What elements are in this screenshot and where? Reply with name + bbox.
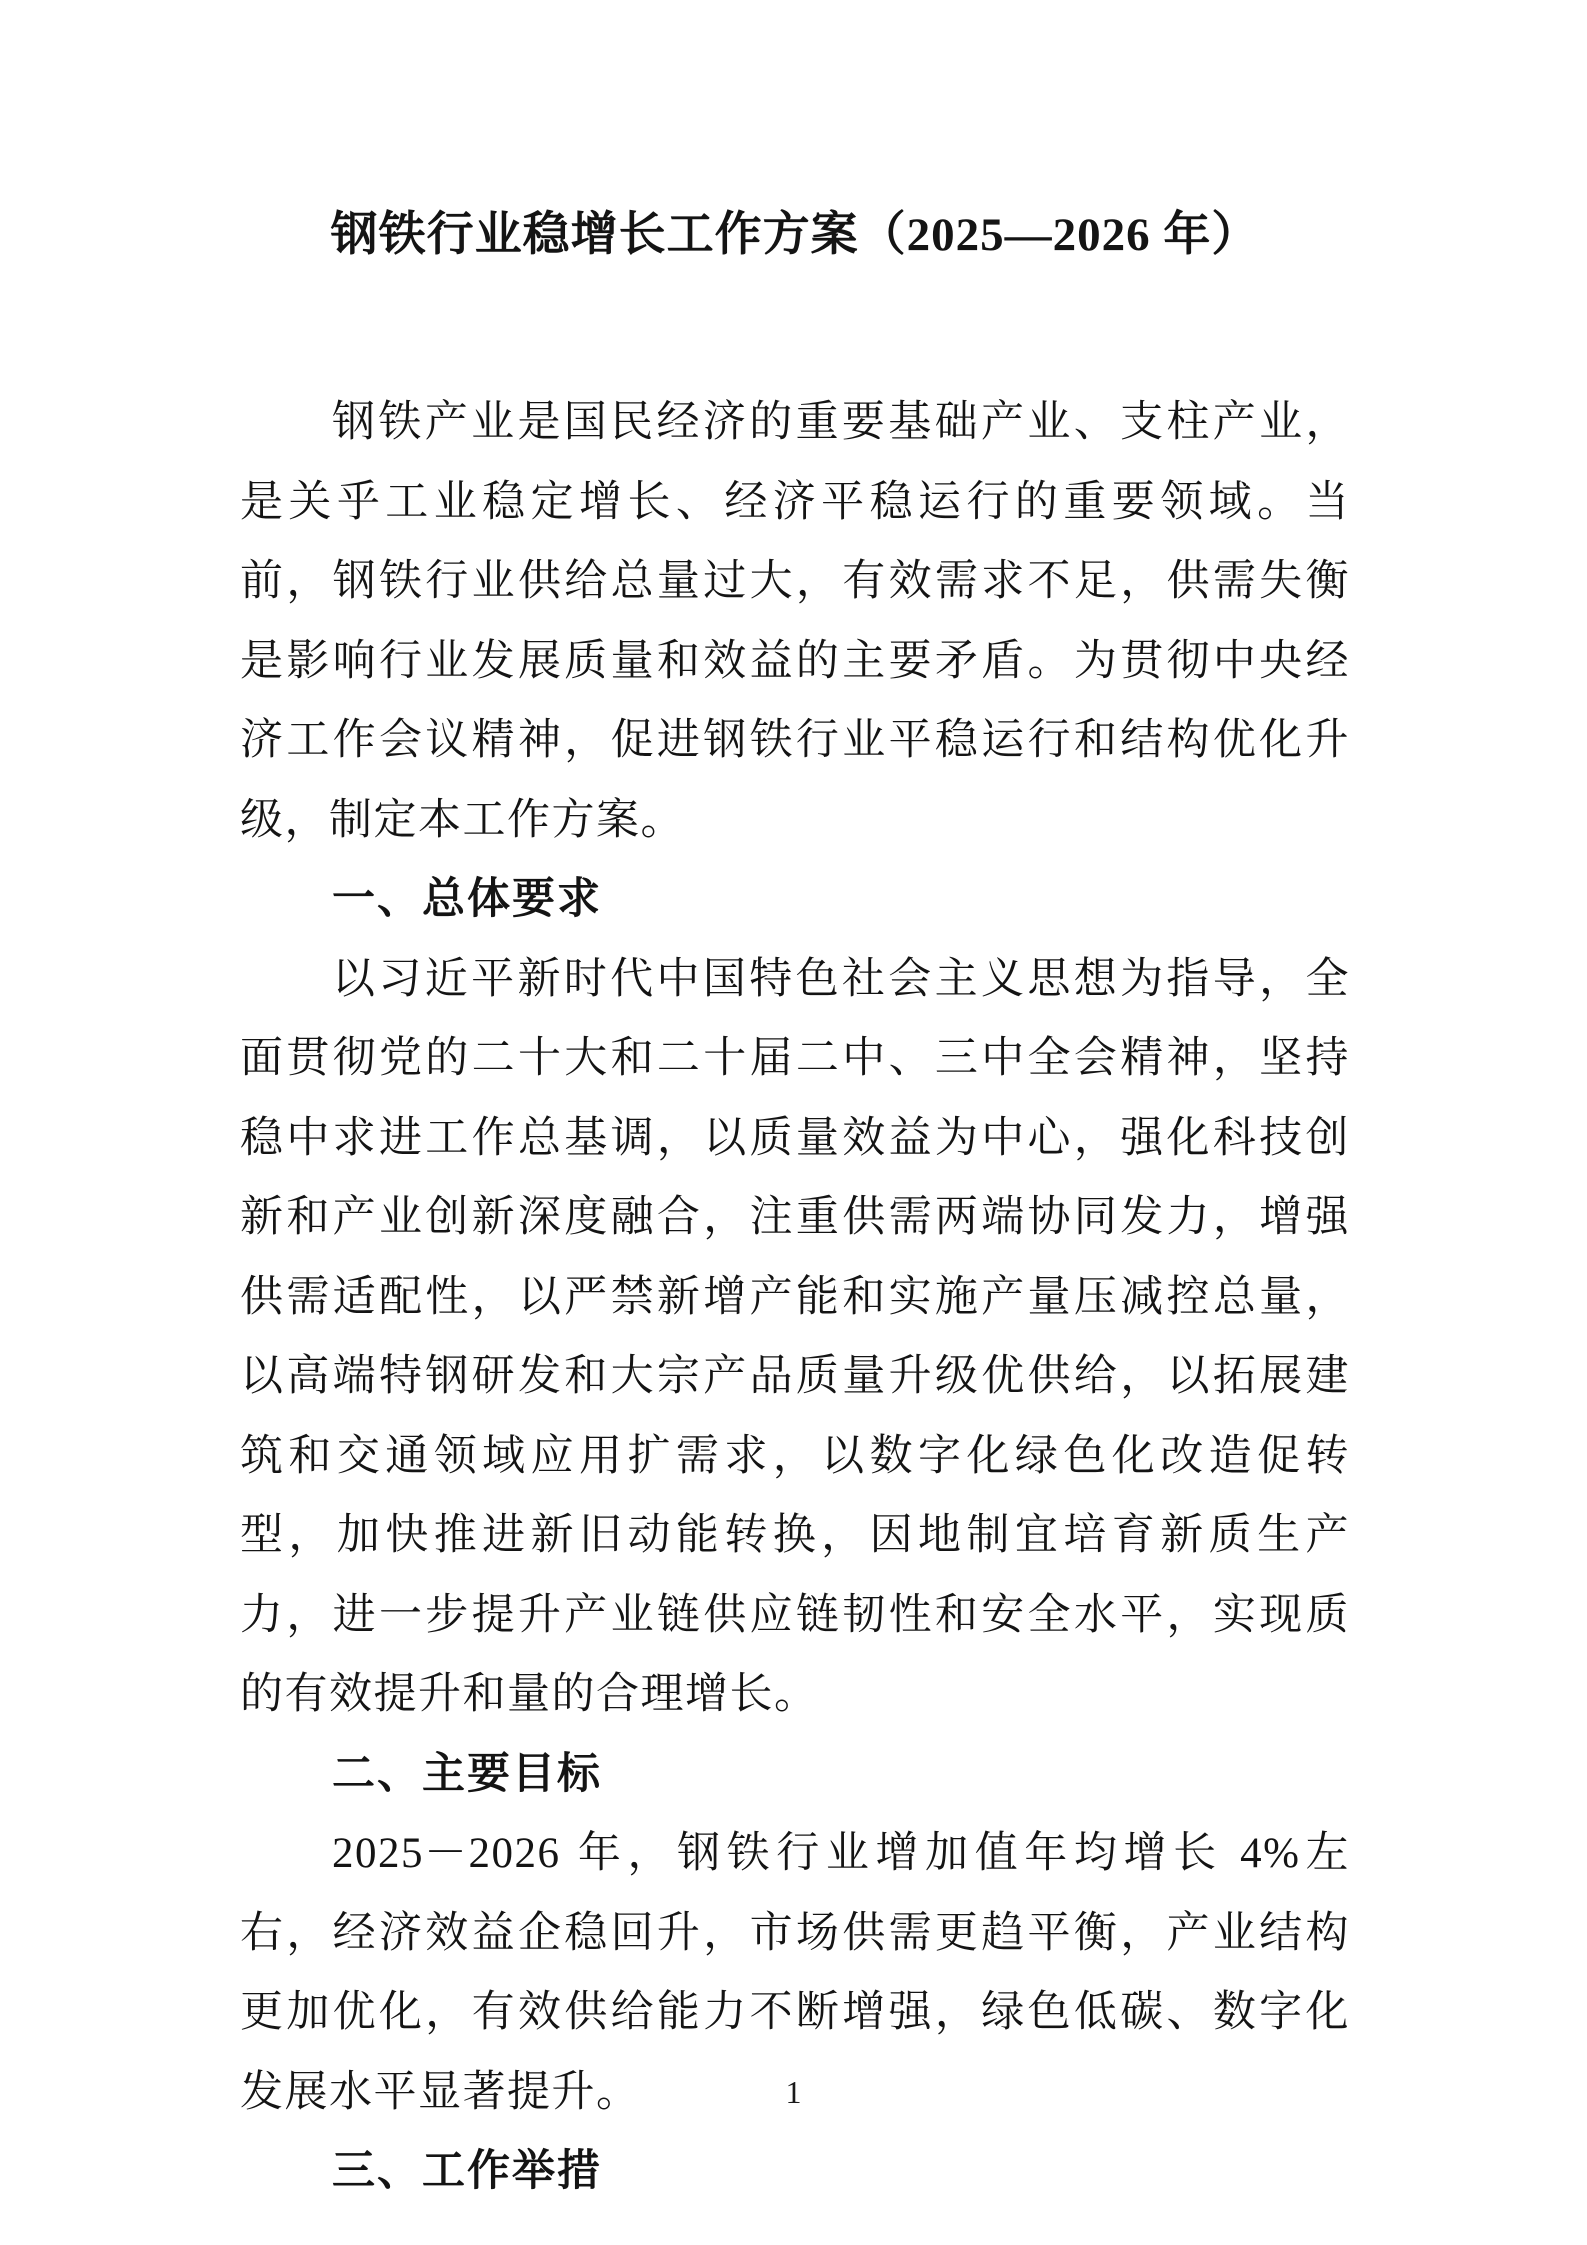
section-heading: 二、主要目标 (332, 1749, 603, 1798)
body-paragraph: 以习近平新时代中国特色社会主义思想为指导，全面贯彻党的二十大和二十届二中、三中全会精神，坚持稳中求进工作总基调，以质量效益为中心，强化科技创新和产业创新深度融合，注重供需两端协同发力，增强供需适配性，以严禁新增产能和实施产量压减控总量，以高端特钢研发和大宗产品质量升级优供给，以拓展建筑和交通领域应用扩需求，以数字化绿色化改造促转型，加快推进新旧动能转换，因地制宜培育新质生产力，进一步提升产业链供应链韧性和安全水平，实现质的有效提升和量的合理增长。 (240, 955, 1350, 1718)
document-body (240, 383, 1350, 2212)
page-number: 1 (785, 2074, 802, 2110)
body-paragraph: 钢铁产业是国民经济的重要基础产业、支柱产业，是关乎工业稳定增长、经济平稳运行的重要领域。当前，钢铁行业供给总量过大，有效需求不足，供需失衡是影响行业发展质量和效益的主要矛盾。为贯彻中央经济工作会议精神，促进钢铁行业平稳运行和结构优化升级，制定本工作方案。 (240, 399, 1350, 844)
document-title: 钢铁行业稳增长工作方案（2025—2026 年） (330, 209, 1260, 261)
section-heading: 一、总体要求 (332, 875, 603, 923)
section-heading: 三、工作举措 (332, 2147, 603, 2195)
document-content (240, 0, 1350, 2212)
body-paragraph: 2025－2026 年，钢铁行业增加值年均增长 4%左右，经济效益企稳回升，市场供需更趋平衡，产业结构更加优化，有效供给能力不断增强，绿色低碳、数字化发展水平显著提升。 (240, 1830, 1350, 2116)
